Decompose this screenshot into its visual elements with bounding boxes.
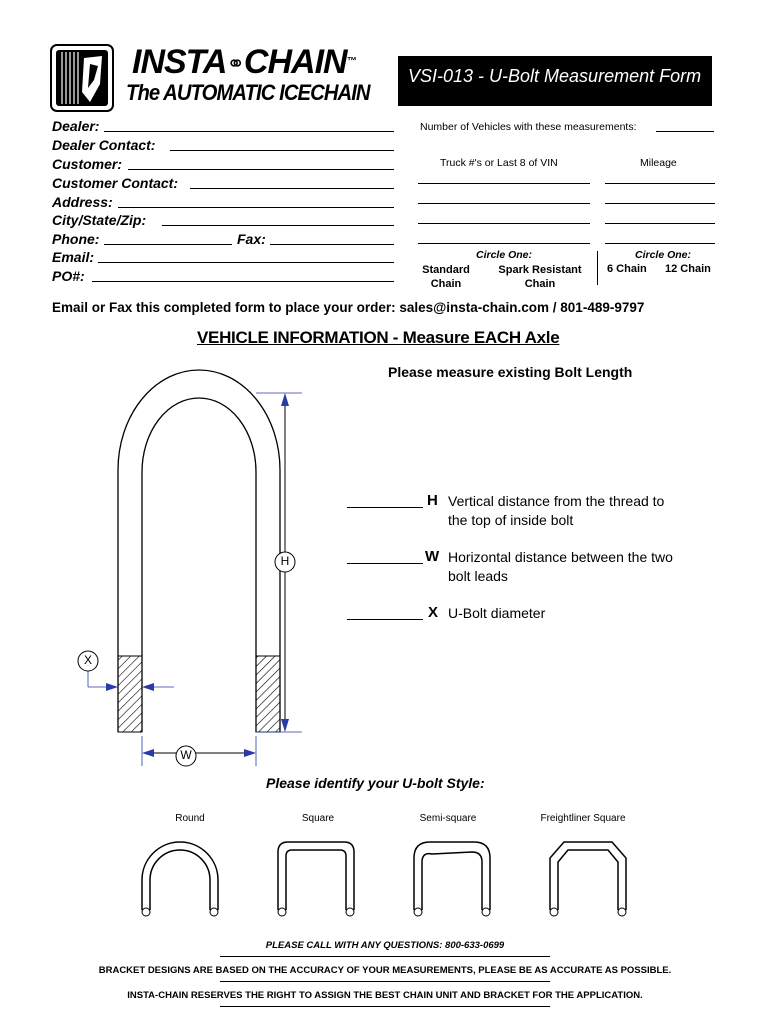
h-marker-label: H bbox=[280, 554, 290, 568]
style-title: Please identify your U-bolt Style: bbox=[266, 775, 485, 791]
dealer-contact-field[interactable] bbox=[170, 150, 394, 151]
spark-resistant-line2: Chain bbox=[524, 278, 556, 290]
u-bolt-diagram bbox=[70, 360, 310, 780]
logo-trademark: ™ bbox=[346, 56, 356, 67]
city-state-zip-field[interactable] bbox=[162, 225, 394, 226]
footer-divider-2 bbox=[220, 981, 550, 982]
city-state-zip-label: City/State/Zip: bbox=[52, 212, 147, 228]
style-semi-square-label: Semi-square bbox=[419, 813, 477, 824]
w-letter: W bbox=[425, 548, 440, 565]
x-letter: X bbox=[428, 604, 439, 621]
po-field[interactable] bbox=[92, 281, 394, 282]
logo-brand-a: INSTA bbox=[132, 43, 227, 81]
fax-label: Fax: bbox=[237, 231, 266, 247]
twelve-chain-option[interactable]: 12 Chain bbox=[665, 263, 711, 275]
circle-one-chain-count: Circle One: bbox=[634, 249, 692, 261]
phone-label: Phone: bbox=[52, 231, 100, 247]
customer-contact-label: Customer Contact: bbox=[52, 175, 179, 191]
logo-brand-b: CHAIN bbox=[243, 43, 347, 81]
email-label: Email: bbox=[52, 249, 95, 265]
spark-resistant-line1: Spark Resistant bbox=[498, 264, 582, 276]
style-square-option[interactable] bbox=[274, 838, 358, 920]
truck-field-3[interactable] bbox=[418, 223, 590, 224]
logo-emblem-icon bbox=[50, 44, 114, 112]
style-semi-square-option[interactable] bbox=[410, 838, 494, 920]
dealer-field[interactable] bbox=[104, 131, 394, 132]
form-title bbox=[398, 56, 712, 106]
right-thread bbox=[256, 656, 280, 732]
standard-chain-line1: Standard bbox=[422, 264, 470, 276]
customer-field[interactable] bbox=[128, 169, 394, 170]
x-marker-label: X bbox=[83, 653, 92, 667]
logo bbox=[50, 44, 390, 114]
h-measurement-field[interactable] bbox=[347, 507, 423, 508]
footer-divider-1 bbox=[220, 956, 550, 957]
truck-field-2[interactable] bbox=[418, 203, 590, 204]
num-vehicles-label: Number of Vehicles with these measurements: bbox=[420, 121, 637, 133]
customer-contact-field[interactable] bbox=[190, 188, 394, 189]
style-round-option[interactable] bbox=[138, 838, 222, 920]
email-field[interactable] bbox=[98, 262, 394, 263]
section-title: VEHICLE INFORMATION - Measure EACH Axle bbox=[197, 328, 560, 347]
standard-chain-option[interactable] bbox=[414, 263, 478, 291]
h-letter: H bbox=[427, 492, 438, 509]
customer-label: Customer: bbox=[52, 156, 123, 172]
style-freightliner-label: Freightliner Square bbox=[540, 813, 626, 824]
truck-column-header: Truck #'s or Last 8 of VIN bbox=[440, 157, 558, 169]
footer-rights-line: INSTA-CHAIN RESERVES THE RIGHT TO ASSIGN THE BEST CHAIN UNIT AND BRACKET FOR THE APPLICATION. bbox=[127, 990, 643, 1001]
h-description-line1: Vertical distance from the thread to bbox=[448, 493, 665, 509]
dealer-contact-label: Dealer Contact: bbox=[52, 137, 156, 153]
mileage-column-header: Mileage bbox=[640, 157, 677, 169]
num-vehicles-field[interactable] bbox=[656, 131, 714, 132]
mileage-field-1[interactable] bbox=[605, 183, 715, 184]
address-label: Address: bbox=[52, 194, 113, 210]
w-measurement-field[interactable] bbox=[347, 563, 423, 564]
w-description-line1: Horizontal distance between the two bbox=[448, 549, 673, 565]
spark-resistant-option[interactable] bbox=[488, 263, 592, 291]
option-divider bbox=[597, 251, 598, 285]
order-instructions: Email or Fax this completed form to place your order: sales@insta-chain.com / 801-489-9797 bbox=[52, 300, 645, 315]
w-marker-label: W bbox=[180, 748, 192, 762]
h-description-line2: the top of inside bolt bbox=[448, 512, 574, 528]
form-title-text: VSI-013 - U-Bolt Measurement Form bbox=[408, 66, 702, 86]
truck-field-1[interactable] bbox=[418, 183, 590, 184]
mileage-field-3[interactable] bbox=[605, 223, 715, 224]
left-thread bbox=[118, 656, 142, 732]
x-description-line1: U-Bolt diameter bbox=[448, 605, 546, 621]
truck-field-4[interactable] bbox=[418, 243, 590, 244]
mileage-field-4[interactable] bbox=[605, 243, 715, 244]
mileage-field-2[interactable] bbox=[605, 203, 715, 204]
style-square-label: Square bbox=[301, 813, 335, 824]
footer-call-line: PLEASE CALL WITH ANY QUESTIONS: 800-633-0699 bbox=[265, 940, 505, 951]
logo-tagline: The AUTOMATIC ICECHAIN bbox=[126, 80, 370, 105]
dealer-label: Dealer: bbox=[52, 118, 100, 134]
footer-accuracy-line: BRACKET DESIGNS ARE BASED ON THE ACCURACY OF YOUR MEASUREMENTS, PLEASE BE AS ACCURATE AS POSSIBLE. bbox=[98, 965, 672, 976]
six-chain-option[interactable]: 6 Chain bbox=[607, 263, 647, 275]
po-label: PO#: bbox=[52, 268, 85, 284]
style-freightliner-option[interactable] bbox=[546, 838, 630, 920]
circle-one-chain-type: Circle One: bbox=[475, 249, 533, 261]
standard-chain-line2: Chain bbox=[430, 278, 462, 290]
address-field[interactable] bbox=[118, 207, 394, 208]
x-measurement-field[interactable] bbox=[347, 619, 423, 620]
phone-field[interactable] bbox=[104, 244, 232, 245]
footer-divider-3 bbox=[220, 1006, 550, 1007]
style-round-label: Round bbox=[175, 813, 205, 824]
w-description-line2: bolt leads bbox=[448, 568, 508, 584]
fax-field[interactable] bbox=[270, 244, 394, 245]
measure-title: Please measure existing Bolt Length bbox=[388, 364, 633, 380]
chain-link-icon: ⚭ bbox=[226, 51, 244, 77]
